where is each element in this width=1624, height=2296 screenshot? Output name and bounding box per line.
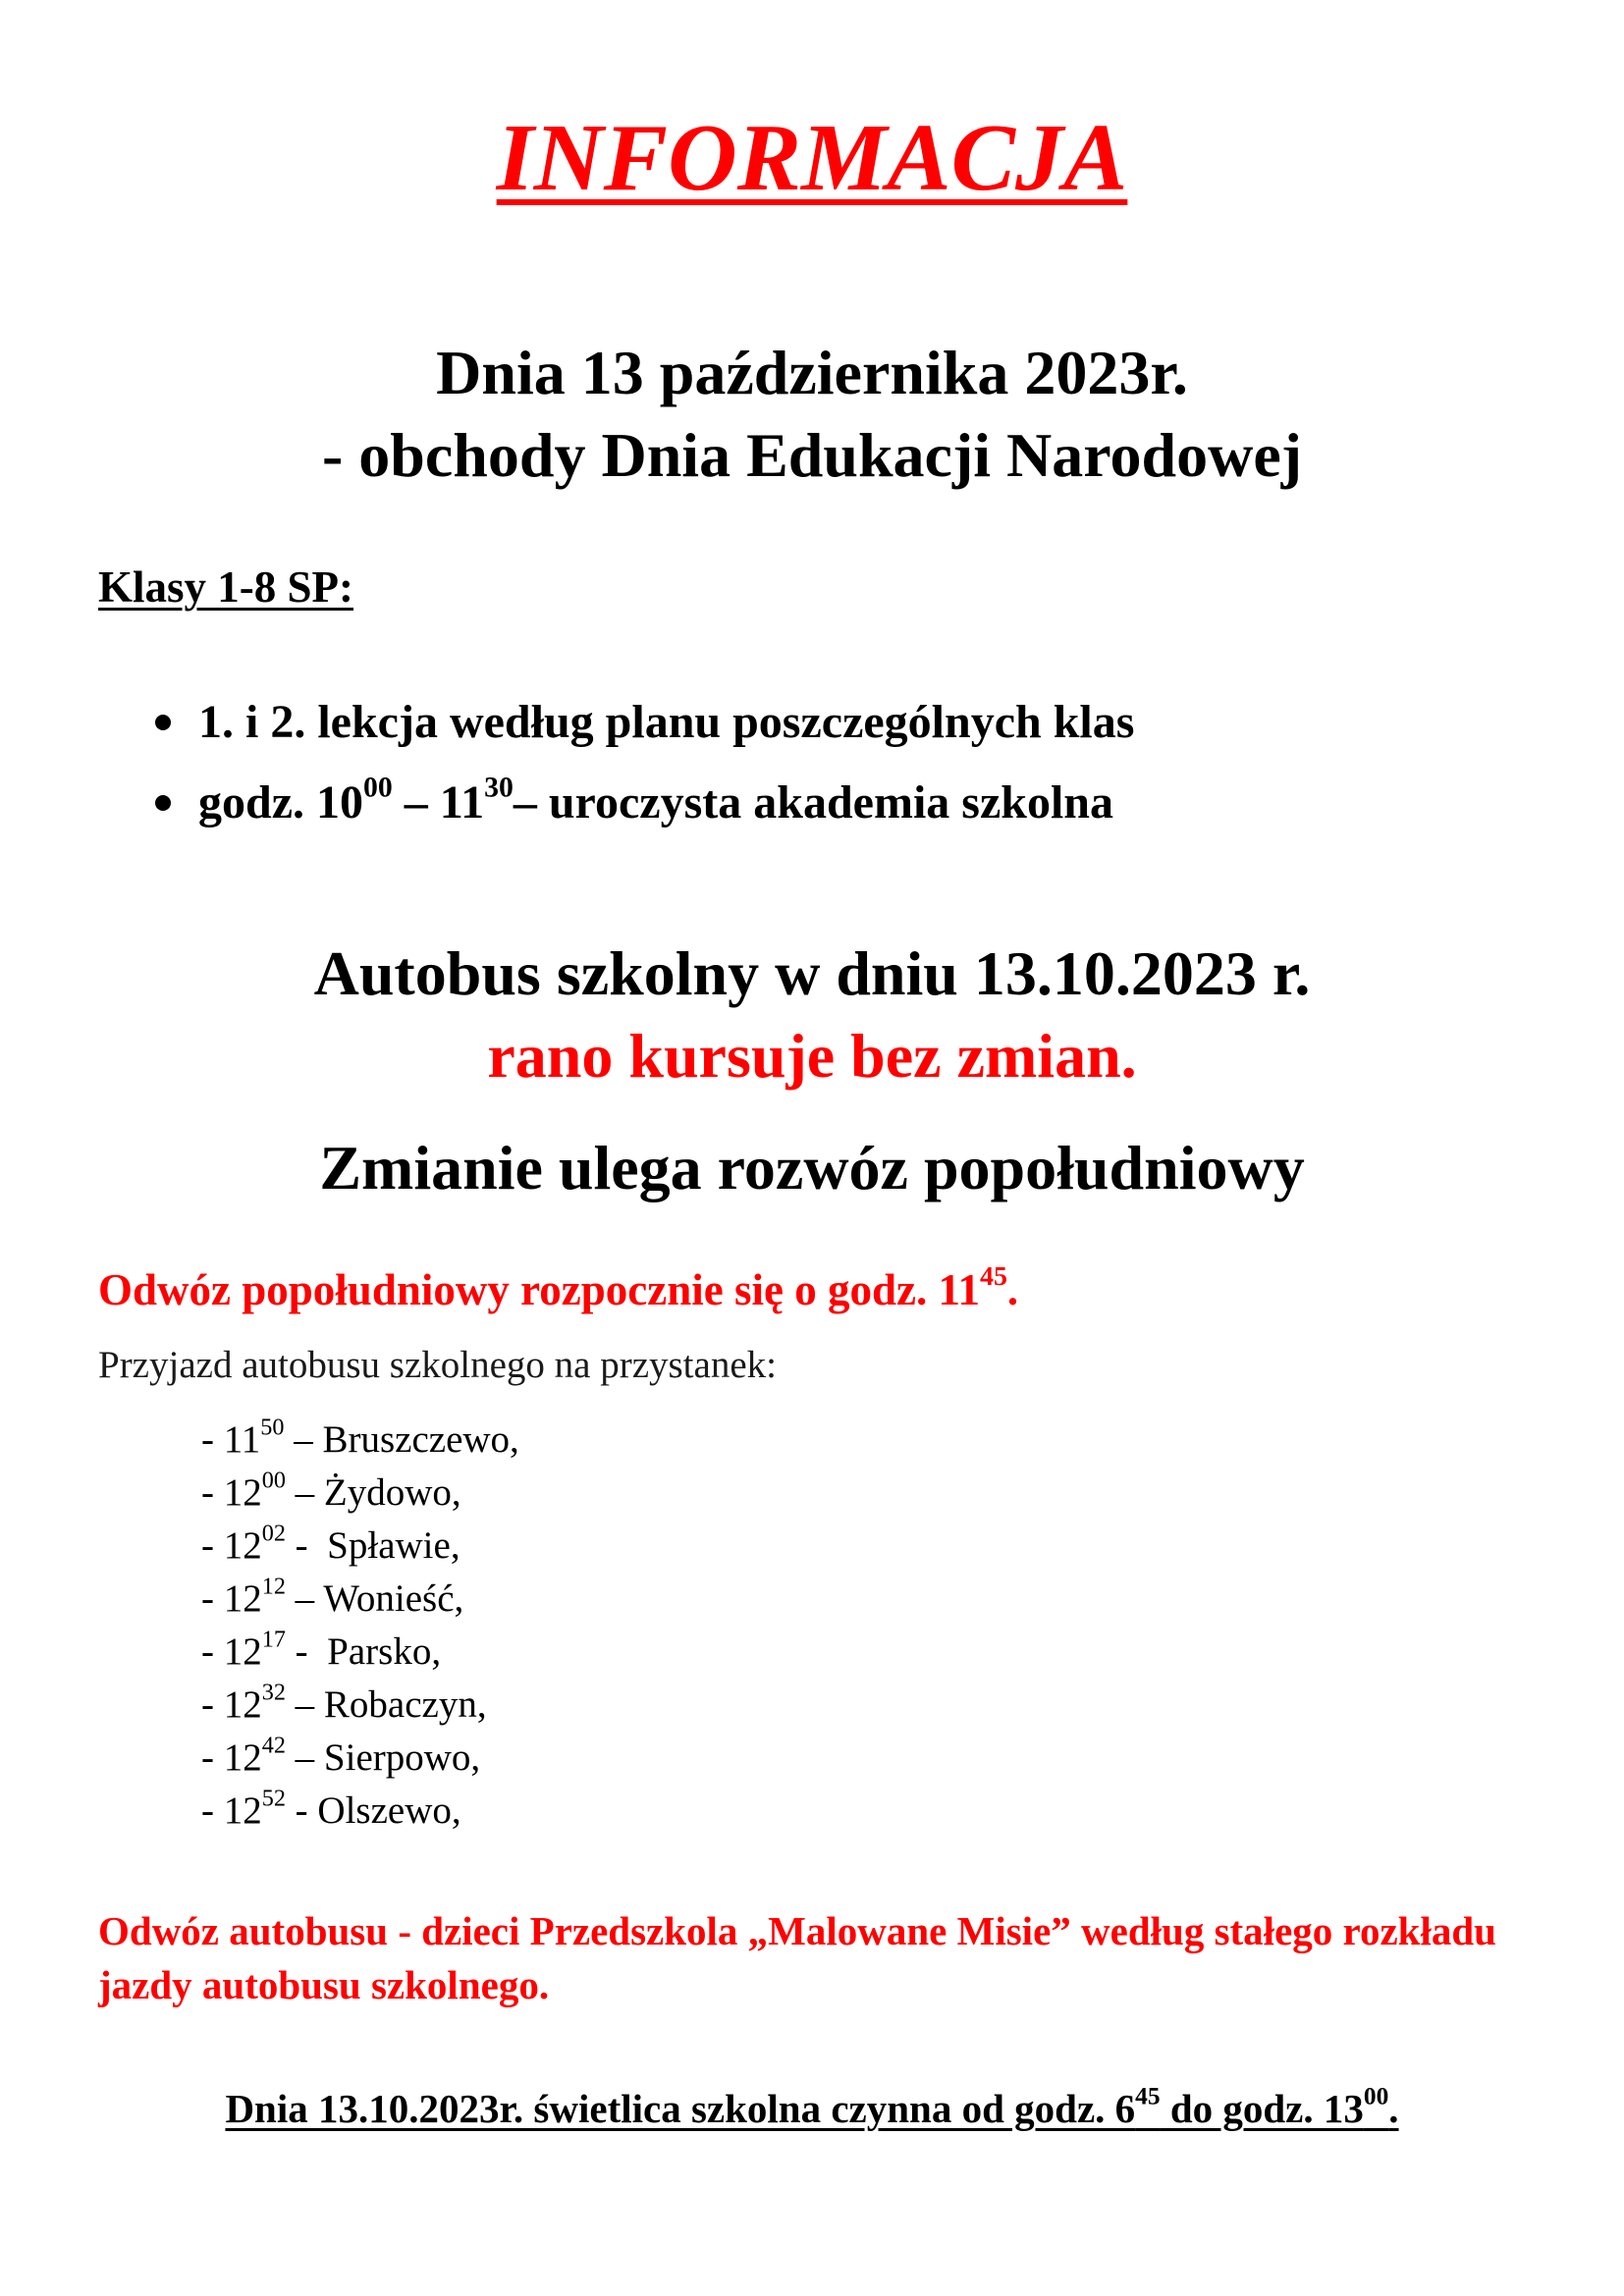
stop-place: Parsko,	[327, 1630, 442, 1673]
afternoon-start	[98, 1260, 1019, 1315]
common-room-text-middle: do godz. 13	[1160, 2086, 1364, 2131]
bus-info-morning: rano kursuje bez zmian.	[487, 1021, 1137, 1091]
stop-item	[201, 1414, 519, 1467]
event-heading	[0, 332, 1624, 497]
stop-separator: -	[285, 1524, 328, 1567]
list-item-suffix: – uroczysta akademia szkolna	[513, 776, 1113, 828]
stop-item	[201, 1467, 519, 1520]
event-heading-date: Dnia 13 października 2023r.	[436, 338, 1188, 407]
stop-separator: –	[285, 1471, 324, 1514]
stops-intro: Przyjazd autobusu szkolnego na przystanek:	[98, 1344, 777, 1386]
stop-item	[201, 1785, 519, 1838]
stop-minute: 12	[261, 1573, 286, 1600]
stops-list	[201, 1414, 519, 1838]
stop-item	[201, 1679, 519, 1732]
stop-hour: - 12	[201, 1524, 262, 1567]
stop-minute: 00	[261, 1467, 286, 1494]
bus-info-change: Zmianie ulega rozwóz popołudniowy	[319, 1133, 1305, 1202]
preschool-notice: Odwóz autobusu - dzieci Przedszkola „Malowane Misie” według stałego rozkładu jazdy autobusu szkolnego.	[98, 1908, 1496, 2007]
stop-item	[201, 1520, 519, 1573]
time-superscript: 00	[1363, 2082, 1389, 2110]
event-heading-subtitle: - obchody Dnia Edukacji Narodowej	[321, 420, 1303, 490]
stop-place: Wonieść,	[323, 1577, 464, 1620]
list-item	[147, 687, 1134, 768]
stop-separator: –	[285, 1736, 324, 1779]
schedule-list	[147, 687, 1134, 848]
stop-hour: - 12	[201, 1736, 262, 1779]
time-superscript: 45	[1135, 2082, 1161, 2110]
stop-item	[201, 1732, 519, 1785]
time-superscript: 45	[980, 1260, 1007, 1292]
afternoon-start-suffix: .	[1006, 1265, 1019, 1314]
stop-hour: - 11	[201, 1418, 261, 1461]
time-superscript: 00	[363, 771, 393, 804]
stop-separator: –	[284, 1418, 323, 1461]
stop-minute: 42	[261, 1732, 286, 1759]
bus-info	[0, 933, 1624, 1209]
afternoon-start-text: Odwóz popołudniowy rozpocznie się o godz. 11	[98, 1265, 981, 1314]
stop-hour: - 12	[201, 1471, 262, 1514]
stop-place: Bruszczewo,	[322, 1418, 519, 1461]
classes-label: Klasy 1-8 SP:	[98, 562, 354, 612]
stop-place: Spławie,	[327, 1524, 460, 1567]
list-item-prefix: godz. 10	[198, 776, 363, 828]
list-item-text: 1. i 2. lekcja według planu poszczególnych klas	[198, 696, 1135, 748]
list-item	[147, 768, 1134, 848]
stop-minute: 52	[261, 1785, 286, 1812]
common-room-text: Dnia 13.10.2023r. świetlica szkolna czynna od godz. 6	[225, 2086, 1136, 2131]
page-title: INFORMACJA	[496, 105, 1128, 211]
stop-hour: - 12	[201, 1630, 262, 1673]
stop-place: Żydowo,	[323, 1471, 461, 1514]
stop-separator: -	[285, 1630, 328, 1673]
common-room-notice	[0, 2082, 1624, 2132]
stop-separator: -	[285, 1789, 318, 1832]
stop-place: Sierpowo,	[323, 1736, 481, 1779]
stop-minute: 02	[261, 1520, 286, 1547]
stop-separator: –	[285, 1683, 324, 1726]
list-item-middle: – 11	[392, 776, 485, 828]
stop-item	[201, 1626, 519, 1679]
stop-place: Robaczyn,	[323, 1683, 487, 1726]
stop-minute: 17	[261, 1626, 286, 1653]
bus-info-date: Autobus szkolny w dniu 13.10.2023 r.	[313, 938, 1311, 1008]
stop-hour: - 12	[201, 1789, 262, 1832]
common-room-text-end: .	[1388, 2086, 1399, 2131]
stop-minute: 50	[260, 1414, 285, 1441]
time-superscript: 30	[484, 771, 514, 804]
stop-minute: 32	[261, 1679, 286, 1706]
bullet-icon	[155, 715, 171, 730]
stop-separator: –	[285, 1577, 324, 1620]
bullet-icon	[155, 795, 171, 811]
stop-place: Olszewo,	[317, 1789, 461, 1832]
stop-item	[201, 1573, 519, 1626]
stop-hour: - 12	[201, 1577, 262, 1620]
stop-hour: - 12	[201, 1683, 262, 1726]
